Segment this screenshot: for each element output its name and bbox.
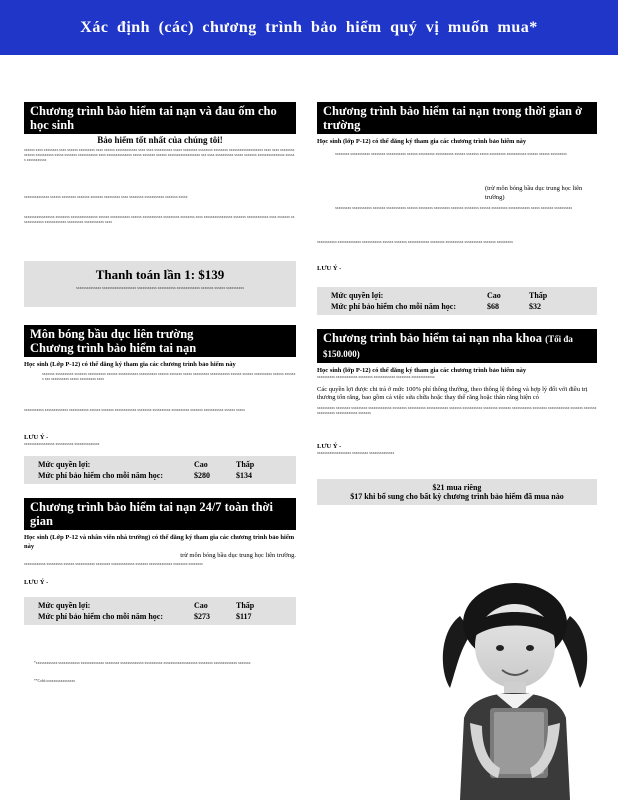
fulltime-premium-low: $117 [236,612,252,621]
school-time-premium-label: Mức phí bảo hiểm cho mỗi năm học: [331,302,457,311]
school-time-plan-fine-print: xxxxxxxx xxxxxxxxxxx xxxxxxxx xxxxxxxxxxx xxxxxx xxxxxxxxx xxxxxxxxxx xxxxxx xxxxxxx xxxxx xxxxxxxxx xxxxxxxxxxx xxxxxx xxxxxx xxxxxxxxx [335,152,567,156]
fulltime-plan-fine-print: xxxxxxxxxxxx xxxxxxxxx xxxxxx xxxxxxxxxxx xxxxxxxx xxxxxxxxxxxxx xxxxxxx xxxxxxxxxxxxx xxxxxxxx xxxxxxxx [24,562,203,566]
dental-plan-title [317,329,597,363]
dental-plan-price-box [317,479,597,505]
school-time-col-high: Cao [487,291,501,300]
fulltime-plan-note-label: LƯU Ý - [24,579,49,586]
football-col-high: Cao [194,460,208,469]
fulltime-col-low: Thấp [236,601,255,610]
football-plan-rate-box [24,456,296,484]
school-time-plan-title: Chương trình bảo hiểm tai nạn trong thời gian ở trường [317,102,597,134]
school-time-premium-low: $32 [529,302,541,311]
fulltime-plan-intro: Học sinh (Lớp P-12 và nhân viên nhà trường) có thể đăng ký tham gia các chương trình bảo hiểm này [24,534,295,550]
football-premium-label: Mức phí bảo hiểm cho mỗi năm học: [38,471,164,480]
dental-plan-note-label: LƯU Ý - [317,443,342,450]
football-plan-title-line1: Môn bóng bầu dục liên trường [30,327,194,341]
student-plan-section [24,102,296,307]
student-plan-fine-print: xxxxxx xxxx xxxxxxxx xxxx xxxxxx xxxxxxxxx xxxx xxxxxx xxxxxxxxxxxx xxxx xxxx xxxxxxxxxx xxxxx xxxxxxxx xxxxxxxx xxxxxxxx xxxxxxxxxxxxxxxxxxx xxxx xxxx xxxxxxxxxxxxxx xxxxxxxxxx xxxxx xxxxxxx xxxxxxxxxxx xxxx xxxxxxxxxxxxxx xxxxx xxxxxxx xxxxxx xxxxxxxxxxxxxxxxxx xxx xxxx xxxxxxxxxx xxxxx xxxxxxx xxxxxxxxxxxxxxx xxxxxx xxxxxxxxxxx [24,148,295,162]
school-time-plan-fine-print-2: xxxxxxxxx xxxxxxxxxxx xxxxxxx xxxxxxxxxxx xxxxxx xxxxxxxx xxxxxxxxx xxxxxxx xxxxxxxx xxxxxx xxxxxxxxx xxxxxxxxxxxx xxxxx xxxxxxx xxxxxxxxxx [335,206,573,210]
student-plan-title: Chương trình bảo hiểm tai nạn và đau ốm cho học sinh [24,102,296,134]
dental-plan-fine-print: xxxxxxxxxx xxxxxxxxxxxx xxxxxxxx xxxxxxxxxxxx xxxxxxxx xxxxxxxxxxxxx [317,375,435,379]
fulltime-col-high: Cao [194,601,208,610]
school-time-col-low: Thấp [529,291,548,300]
football-plan-title-line2: Chương trình bảo hiểm tai nạn [30,341,197,355]
school-time-premium-high: $68 [487,302,499,311]
school-time-plan-rate-box [317,287,597,315]
football-col-low: Thấp [236,460,255,469]
school-time-benefit-label: Mức quyền lợi: [331,291,384,300]
fulltime-premium-label: Mức phí bảo hiểm cho mỗi năm học: [38,612,164,621]
football-plan-title [24,325,296,357]
student-plan-fine-print-3: xxxxxxxxxxxxxxxxx xxxxxxxx xxxxxxxxxxxxxxx xxxxxx xxxxxxxxxxx xxxxxx xxxxxxxxxxx xxxxxxxxx xxxxxxxx xxxx xxxxxxxxxxxxxxxx xxxxxxx xxxxxxxxxxxx xxxx xxxxxxx xxxxxxxxxxxxx xxxxxxxxxxxx xxxxxxxxx xxxxxxxxxxx xxxx [24,215,295,224]
dental-plan-title-small: (Tối đa $150.000) [323,334,573,359]
fulltime-plan-extra: trừ môn bóng bầu dục trung học liên trường. [180,552,296,559]
fulltime-plan-note [24,578,296,587]
right-column [317,102,597,505]
school-time-plan-note [317,264,597,273]
football-plan-fine-print-2: xxxxxxxxxxx xxxxxxxxxxxxx xxxxxxxxxxx xxxxxx xxxxxxx xxxxxxxxxxxx xxxxxxxx xxxxxxxxxx xxxxxxxxxx xxxxxxx xxxxxxxxxxx xxxxxx xxxxx [24,408,246,412]
fulltime-plan-rate-table [38,600,260,622]
football-benefit-label: Mức quyền lợi: [38,460,91,469]
school-time-plan-note-label: LƯU Ý - [317,265,342,272]
school-time-plan-extra: (trừ môn bóng bầu dục trung học liên trường) [485,185,583,201]
fulltime-premium-high: $273 [194,612,210,621]
fulltime-plan-section [24,498,296,625]
football-plan-note [24,433,296,442]
student-plan-fine-print-2: xxxxxxxxxxxxxx xxxxxx xxxxxxxx xxxxxxx xxxxxxx xxxxxxxxx xxxx xxxxxxxx xxxxxxxxxxx xxxxxxx xxxxx [24,195,188,199]
dental-plan-price-line1: $21 mua riêng [432,483,482,492]
football-plan-rate-table [38,459,260,481]
fulltime-plan-rate-box [24,597,296,625]
left-column [24,102,296,684]
page-banner-title: Xác định (các) chương trình bảo hiểm quý vị muốn mua* [0,0,618,55]
fulltime-benefit-label: Mức quyền lợi: [38,601,91,610]
football-plan-section [24,325,296,484]
football-premium-low: $134 [236,471,252,480]
football-plan-note-label: LƯU Ý - [24,434,49,441]
footnote-fine-print: *xxxxxxxxxxxx xxxxxxxxxxxx xxxxxxxxxxxxx xxxxxxxx xxxxxxxxxxxxx xxxxxxxxxx xxxxxxxxxxxxxxxxxxx xxxxxxxx xxxxxxxxxxxxx xxxxxxx [34,661,251,665]
student-plan-payment-note: xxxxxxxxxxxxxx xxxxxxxxxxxxxxxxxxx xxxxxxxxxxx xxxxxxxxxx xxxxxxxxxxxxx xxxxxxx xxxxxx xxxxxxxxxx [75,286,244,290]
football-plan-intro: Học sinh (Lớp P-12) có thể đăng ký tham gia các chương trình bảo hiểm này [24,361,236,368]
child-photo [430,578,600,800]
dental-plan-fine-print-2: xxxxxxxxxx xxxxxxxx xxxxxxxxx xxxxxxxxxxxxx xxxxxxxx xxxxxxxxxx xxxxxxxxxxxx xxxxxxx xxxxxxxxxxx xxxxxxxx xxxxxxx xxxxxxxxxxx xxxxxxxx xxxxxxxxxxxx xxxxxxx xxxxxxx xxxxxxxxxx xxxxxxxxxxxx xxxxxxx [317,406,597,415]
student-plan-payment: Thanh toán lần 1: $139 [95,267,225,282]
school-time-plan-intro: Học sinh (lớp P-12) có thể đăng ký tham gia các chương trình bảo hiểm này [317,138,527,145]
student-plan-payment-box [24,261,296,307]
football-plan-note-fine: xxxxxxxxxxxxxxxxx xxxxxxxxxx xxxxxxxxxxxxxx [24,442,100,446]
dental-plan-note [317,442,597,451]
footnote-2: **Cobü xxxxxxxxxxxxxxxx [34,679,76,683]
footnote-mark: **Cobü [34,679,46,683]
football-premium-high: $280 [194,471,210,480]
fulltime-plan-title: Chương trình bảo hiểm tai nạn 24/7 toàn thời gian [24,498,296,530]
school-time-plan-section [317,102,597,315]
student-plan-subtitle: Bảo hiểm tốt nhất của chúng tôi! [97,135,223,145]
school-time-plan-rate-table [331,290,553,312]
dental-plan-price-line2: $17 khi bổ sung cho bất kỳ chương trình bảo hiểm đã mua nào [350,492,564,501]
dental-plan-note-fine: xxxxxxxxxxxxxxxxxxx xxxxxxxxx xxxxxxxxxxxxxx [317,451,395,455]
dental-plan-intro: Học sinh (lớp P-12) có thể đăng ký tham gia các chương trình bảo hiểm này [317,367,527,374]
football-plan-fine-print: xxxxxxx xxxxxxxxxx xxxxxxx xxxxxxxxxx xxxxxx xxxxxxxxxxx xxxxxxxxxx xxxxxx xxxxxxx xxxxx xxxxxxxxx xxxxxxxxxxx xxxxxx xxxxxx xxxxxxxxxx xxxxxx xxxxxxx xxx xxxxxxxxxx xxxxx xxxxxxxxx xxxx [42,372,296,381]
dental-plan-section [317,329,597,505]
school-time-plan-fine-print-3: xxxxxxxxxxx xxxxxxxxxxxxx xxxxxxxxxxx xxxxxx xxxxxxx xxxxxxxxxxxx xxxxxxxx xxxxxxxxxx xxxxxxxxxx xxxxxxx xxxxxxxxx [317,240,513,244]
dental-plan-title-text: Chương trình bảo hiểm tai nạn nha khoa [323,331,543,345]
dental-plan-benefit-text: Các quyền lợi được chi trả ở mức 100% phí thông thường, theo thông lệ thông và hợp lý đối với điều trị thương tổn răng, bao gồm cả việc sửa chữa hoặc thay thế răng hoặc thân răng hiện có [317,386,588,401]
